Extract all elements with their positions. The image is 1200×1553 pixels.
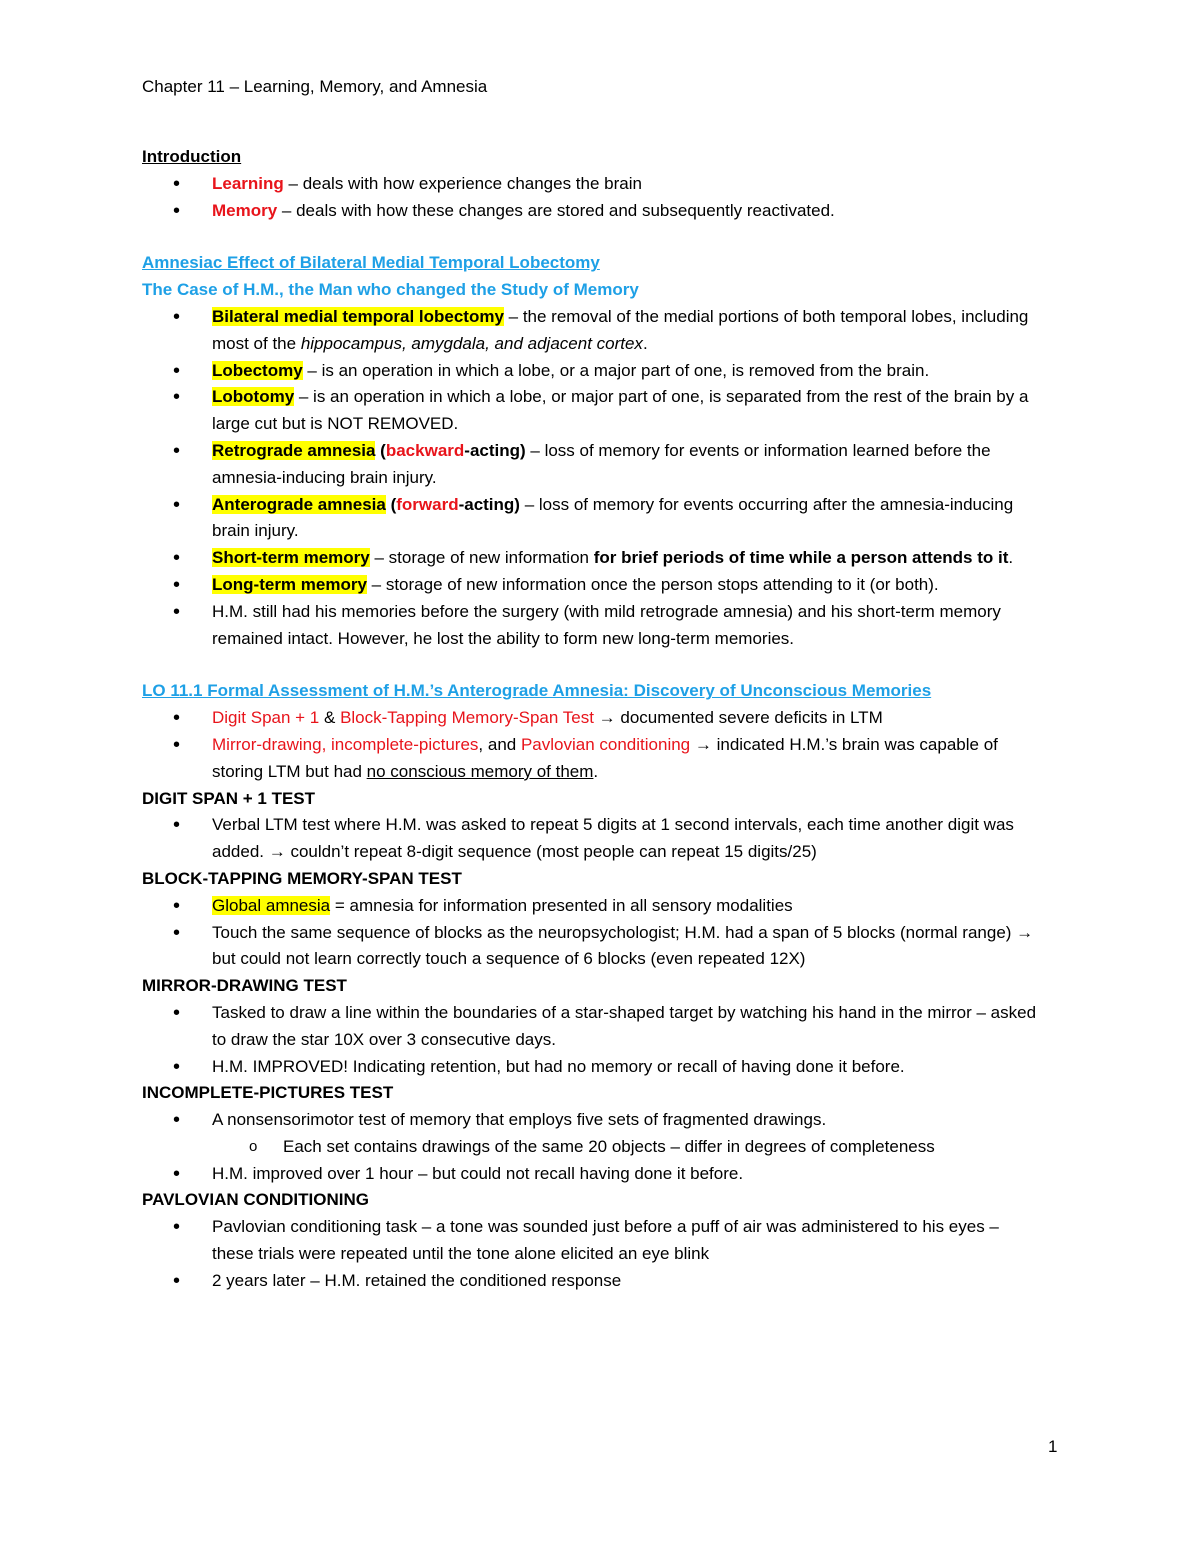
list-item <box>142 438 1042 492</box>
digit-span-list <box>142 812 1042 866</box>
term-lobectomy: Lobectomy <box>212 360 303 380</box>
page-number: 1 <box>1048 1437 1058 1456</box>
intro-list <box>142 171 1042 225</box>
list-item: • Pavlovian conditioning task – a tone was sounded just before a puff of air was administered to his eyes – these trials were repeated until the tone alone elicited an eye blink <box>142 1214 1042 1268</box>
connector-text: & <box>319 708 341 728</box>
list-item <box>142 599 1042 653</box>
bold-text: for brief periods of time while a person attends to it <box>593 548 1009 568</box>
direction-backward: backward <box>385 440 465 460</box>
term-long-term-memory: Long-term memory <box>212 574 367 594</box>
list-item: • Verbal LTM test where H.M. was asked to repeat 5 digits at 1 second intervals, each time another digit was added. → couldn’t repeat 8-digit sequence (most people can repeat 15 digits/25) <box>142 812 1042 866</box>
hm-list <box>142 304 1042 652</box>
section-heading-amnesiac-effect: Amnesiac Effect of Bilateral Medial Temporal Lobectomy <box>142 253 600 273</box>
definition-text: – deals with how these changes are stored and subsequently reactivated. <box>277 200 835 220</box>
punctuation: . <box>1008 548 1014 568</box>
heading-block-tapping: BLOCK-TAPPING MEMORY-SPAN TEST <box>142 868 462 888</box>
page-content <box>142 144 1042 1295</box>
definition-text: – deals with how experience changes the brain <box>283 173 642 193</box>
list-item <box>142 732 1042 786</box>
lo-list <box>142 705 1042 785</box>
acting-label: -acting) <box>464 440 526 460</box>
definition-text: – is an operation in which a lobe, or a major part of one, is removed from the brain. <box>302 360 930 380</box>
definition-text: = amnesia for information presented in all sensory modalities <box>330 895 793 915</box>
underlined-text: no conscious memory of them <box>366 761 594 781</box>
connector-text: , and <box>478 734 521 754</box>
definition-text: – is an operation in which a lobe, or major part of one, is separated from the rest of the brain by a large cut but is NOT REMOVED. <box>212 387 1029 434</box>
acting-label: -acting) <box>458 494 520 514</box>
paren-open: ( <box>385 494 397 514</box>
direction-forward: forward <box>396 494 459 514</box>
incomplete-pictures-list-2 <box>142 1161 1042 1188</box>
list-item <box>142 358 1042 385</box>
paren-open: ( <box>375 440 386 460</box>
list-item: • A nonsensorimotor test of memory that employs five sets of fragmented drawings. <box>142 1107 1042 1134</box>
italic-text: hippocampus, amygdala, and adjacent cortex <box>300 333 643 353</box>
block-tapping-list <box>142 893 1042 973</box>
punctuation: . <box>642 333 648 353</box>
body-text: H.M. still had his memories before the surgery (with mild retrograde amnesia) and his short-term memory remained intact. However, he lost the ability to form new long-term memories. <box>212 601 1001 648</box>
body-text: → indicated H.M.’s brain was capable of storing LTM but had <box>212 734 998 781</box>
punctuation: . <box>593 761 599 781</box>
term-bilateral-lobectomy: Bilateral medial temporal lobectomy <box>212 306 504 326</box>
section-heading-lo-11-1: LO 11.1 Formal Assessment of H.M.’s Anterograde Amnesia: Discovery of Unconscious Memories <box>142 681 932 701</box>
list-item <box>142 304 1042 358</box>
term-global-amnesia: Global amnesia <box>212 895 331 915</box>
definition-text: – the removal of the medial portions of both temporal lobes, including most of the <box>212 306 1029 353</box>
test-name: Pavlovian conditioning <box>520 734 691 754</box>
heading-incomplete-pictures: INCOMPLETE-PICTURES TEST <box>142 1083 394 1103</box>
list-item <box>142 384 1042 438</box>
definition-text: – storage of new information <box>369 548 594 568</box>
list-item <box>142 171 1042 198</box>
list-item: • Touch the same sequence of blocks as the neuropsychologist; H.M. had a span of 5 blocks (normal range) → but could not learn correctly touch a sequence of 6 blocks (even repeated 12X) <box>142 920 1042 974</box>
list-item: • Tasked to draw a line within the boundaries of a star-shaped target by watching his hand in the mirror – asked to draw the star 10X over 3 consecutive days. <box>142 1000 1042 1054</box>
mirror-drawing-list <box>142 1000 1042 1080</box>
term-lobotomy: Lobotomy <box>212 387 295 407</box>
test-name: Block-Tapping Memory-Span Test <box>340 708 594 728</box>
list-item <box>142 492 1042 546</box>
incomplete-pictures-list <box>142 1107 1042 1134</box>
incomplete-pictures-sublist <box>142 1134 1042 1161</box>
term-retrograde-amnesia: Retrograde amnesia <box>212 440 376 460</box>
sub-list-item: o Each set contains drawings of the same 20 objects – differ in degrees of completeness <box>142 1134 1042 1161</box>
list-item <box>142 572 1042 599</box>
list-item <box>142 705 1042 732</box>
list-item: • 2 years later – H.M. retained the conditioned response <box>142 1268 1042 1295</box>
term-anterograde-amnesia: Anterograde amnesia <box>212 494 386 514</box>
chapter-title: Chapter 11 – Learning, Memory, and Amnesia <box>142 77 488 96</box>
definition-text: – storage of new information once the person stops attending to it (or both). <box>366 574 939 594</box>
term-learning: Learning <box>212 173 284 193</box>
definition-text: – loss of memory for events occurring after the amnesia-inducing brain injury. <box>212 494 1014 541</box>
term-short-term-memory: Short-term memory <box>212 548 370 568</box>
list-item <box>142 198 1042 225</box>
term-memory: Memory <box>212 200 278 220</box>
heading-mirror-drawing: MIRROR-DRAWING TEST <box>142 976 347 996</box>
heading-pavlovian: PAVLOVIAN CONDITIONING <box>142 1190 369 1210</box>
list-item: • H.M. IMPROVED! Indicating retention, but had no memory or recall of having done it before. <box>142 1054 1042 1081</box>
subheading-case-of-hm: The Case of H.M., the Man who changed the Study of Memory <box>142 280 639 300</box>
test-name: Mirror-drawing, incomplete-pictures <box>212 734 479 754</box>
list-item <box>142 545 1042 572</box>
list-item <box>142 893 1042 920</box>
pavlovian-list <box>142 1214 1042 1294</box>
list-item: • H.M. improved over 1 hour – but could not recall having done it before. <box>142 1161 1042 1188</box>
intro-heading: Introduction <box>142 147 242 166</box>
test-name: Digit Span + 1 <box>212 708 320 728</box>
heading-digit-span: DIGIT SPAN + 1 TEST <box>142 788 316 808</box>
definition-text: – loss of memory for events or information learned before the amnesia-inducing brain injury. <box>212 440 991 487</box>
body-text: → documented severe deficits in LTM <box>593 708 883 728</box>
